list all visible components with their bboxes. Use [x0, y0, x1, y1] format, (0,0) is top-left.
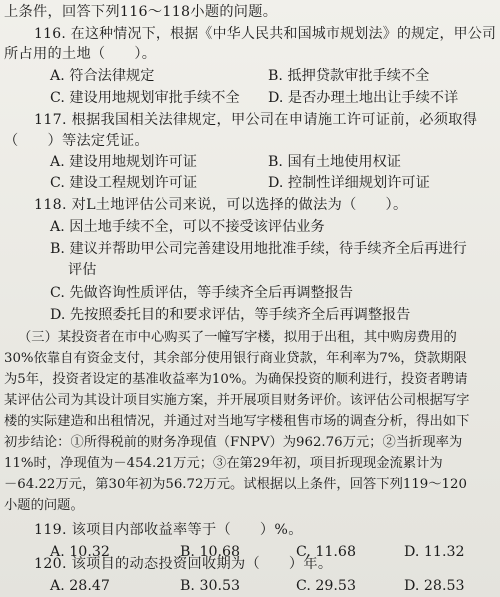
question-117-stem-cont: （ ）等法定凭证。	[4, 133, 149, 149]
question-116-option-c: C. 建设用地规划审批手续不全	[50, 90, 240, 106]
case3-line-1: （三）某投资者在市中心购买了一幢写字楼，拟用于出租，其中购房费用的	[18, 330, 457, 345]
question-116-stem-cont: 所占用的土地（ ）。	[4, 46, 157, 62]
question-120-option-b: B. 30.53	[180, 578, 241, 594]
question-118-option-b-cont: 评估	[68, 262, 97, 278]
question-119-option-c: C. 11.68	[296, 544, 356, 560]
case3-line-6: 初步结论：①所得税前的财务净现值（FNPV）为962.76万元；②当折现率为	[4, 435, 463, 450]
question-117-stem: 117. 根据我国相关法律规定，甲公司在申请施工许可证前，必须取得	[34, 112, 478, 128]
continuation-line: 上条件，回答下列116～118小题的问题。	[4, 4, 278, 20]
question-116-option-b: B. 抵押贷款审批手续不全	[268, 68, 430, 84]
question-120-option-d: D. 28.53	[404, 578, 465, 594]
question-116-stem: 116. 在这种情况下，根据《中华人民共和国城市规划法》的规定，甲公司	[34, 26, 497, 42]
question-117-option-c: C. 建设工程规划许可证	[50, 175, 198, 191]
question-118-option-a: A. 因土地手续不全，可以不接受该评估业务	[50, 219, 325, 235]
question-117-option-b: B. 国有土地使用权证	[268, 154, 401, 170]
question-119-option-b: B. 10.68	[180, 544, 241, 560]
question-120-stem: 120. 该项目的动态投资回收期为（ ）年。	[34, 556, 333, 572]
case3-line-8: －64.22万元，第30年初为56.72万元。试根据以上条件，回答下列119～120	[4, 477, 467, 492]
case3-line-2: 30%依靠自有资金支付，其余部分使用银行商业贷款，年利率为7%，贷款期限	[4, 351, 467, 366]
question-119-option-d: D. 11.32	[404, 544, 465, 560]
question-117-option-d: D. 控制性详细规划许可证	[268, 175, 430, 191]
question-118-option-b: B. 建议并帮助甲公司完善建设用地批准手续，待手续齐全后再进行	[50, 241, 467, 257]
case3-line-5: 楼的实际建造和出租情况，并通过对当地写字楼租售市场的调查分析，得出如下	[4, 414, 470, 429]
question-120-option-a: A. 28.47	[50, 578, 110, 594]
case3-line-3: 为5年，投资者设定的基准收益率为10%。为确保投资的顺利进行，投资者聘请	[4, 372, 468, 387]
case3-line-7: 11%时，净现值为－454.21万元；③在第29年初，项目折现现金流累计为	[4, 456, 443, 471]
question-120-option-c: C. 29.53	[296, 578, 356, 594]
question-117-option-a: A. 建设用地规划许可证	[50, 154, 197, 170]
question-118-option-c: C. 先做咨询性质评估，等手续齐全后再调整报告	[50, 285, 354, 301]
question-116-option-d: D. 是否办理土地出让手续不详	[268, 90, 459, 106]
question-119-stem: 119. 该项目内部收益率等于（ ）%。	[34, 522, 303, 538]
case3-line-4: 某评估公司为其设计项目实施方案，并开展项目财务评价。该评估公司根据写字	[4, 393, 470, 408]
case3-line-9: 小题的问题。	[4, 498, 84, 513]
question-118-stem: 118. 对L土地评估公司来说，可以选择的做法为（ ）。	[34, 197, 408, 213]
question-119-option-a: A. 10.32	[50, 544, 110, 560]
question-116-option-a: A. 符合法律规定	[50, 68, 155, 84]
question-118-option-d: D. 先按照委托目的和要求评估，等手续齐全后再调整报告	[50, 307, 411, 323]
